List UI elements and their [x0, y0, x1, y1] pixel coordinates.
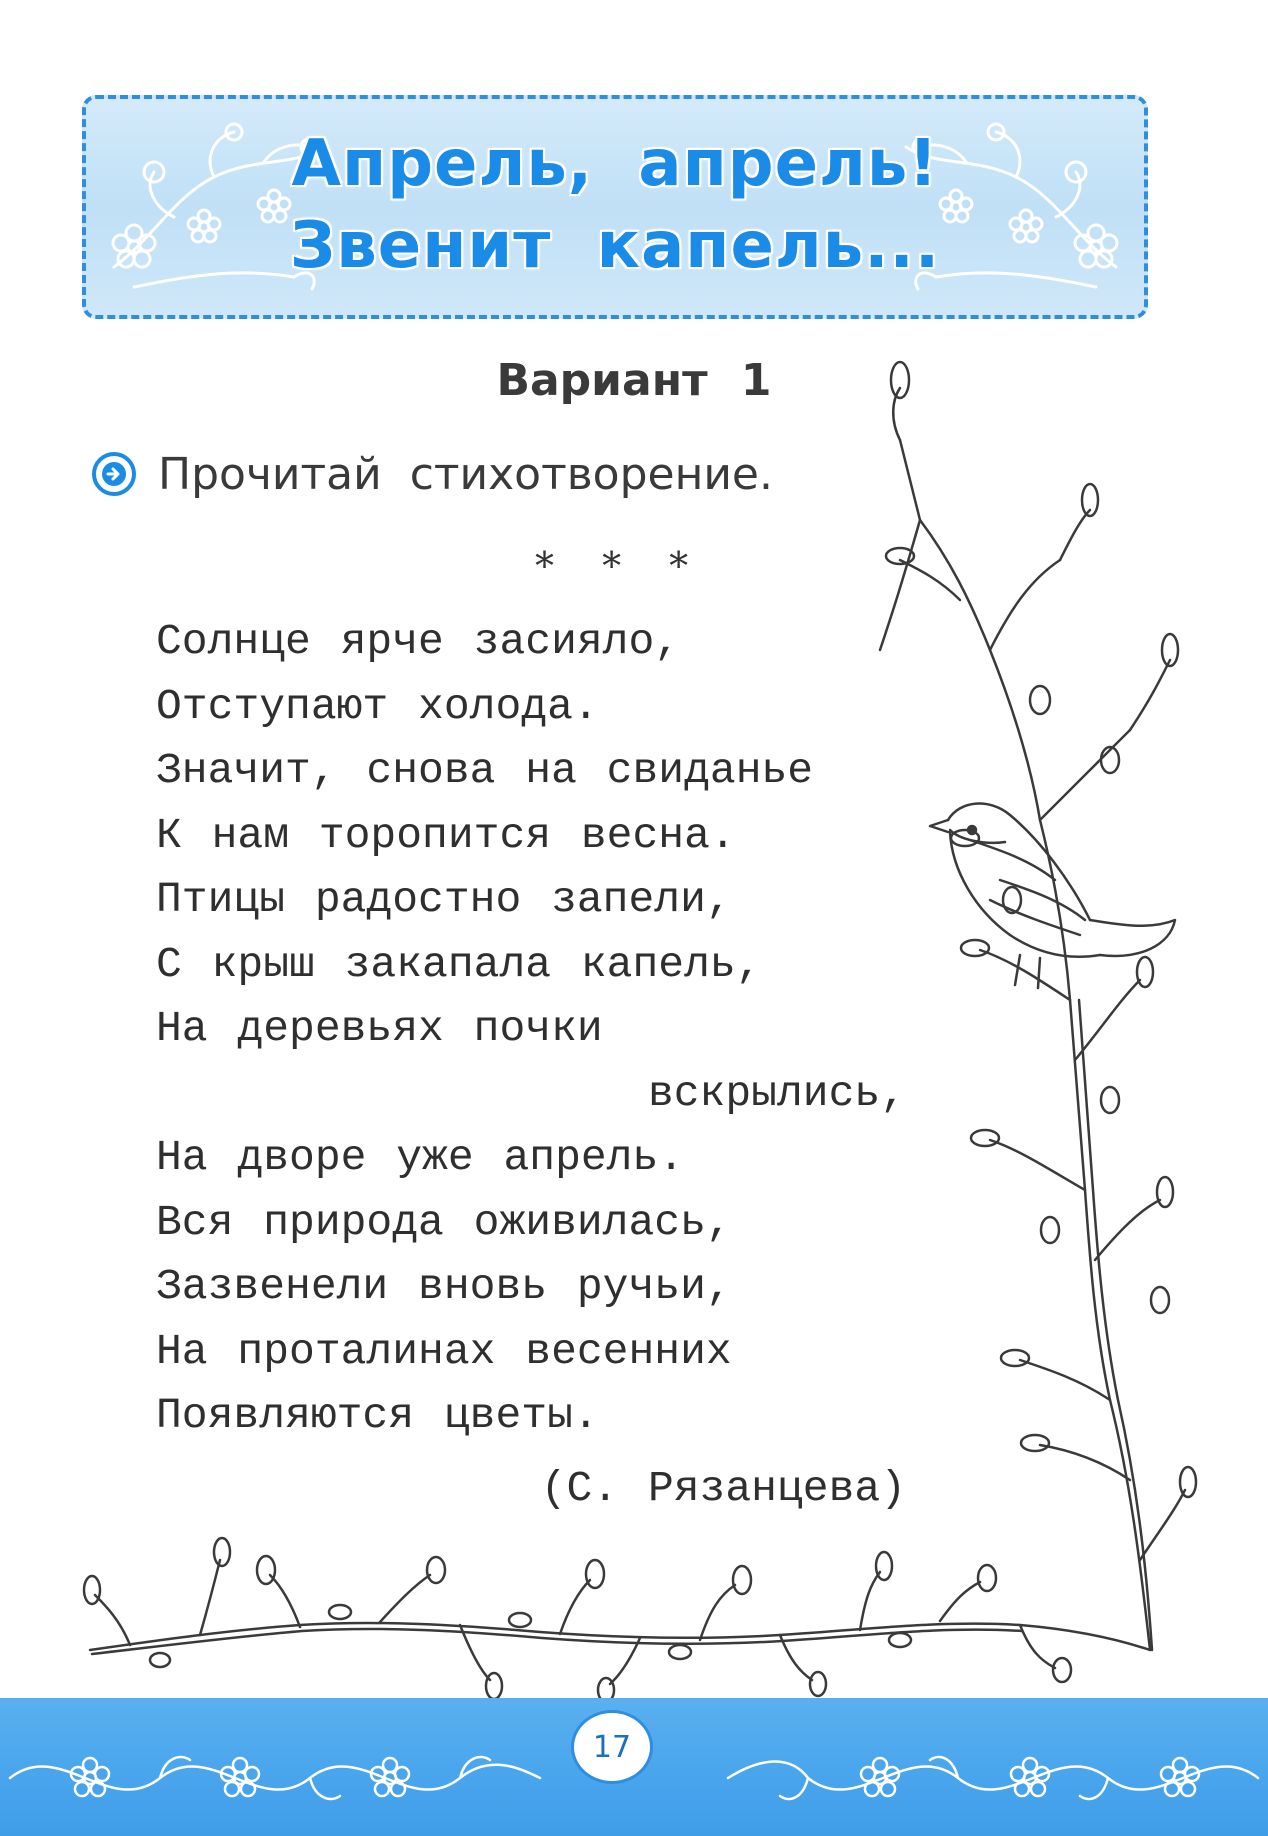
poem-line: Отступают холода. [156, 681, 599, 731]
page-title [86, 123, 1144, 287]
arrow-right-circle-icon [92, 452, 136, 496]
poem-line: Зазвенели вновь ручьи, [156, 1262, 732, 1311]
poem-line: вскрылись, [647, 1068, 906, 1118]
poem [156, 610, 916, 1449]
instruction [92, 444, 773, 504]
title-banner [82, 95, 1148, 319]
title-line-2: Звенит капель... [289, 209, 941, 283]
title-line-1: Апрель, апрель! [291, 127, 939, 201]
poem-line: К нам торопится весна. [156, 810, 736, 860]
page-number: 17 [571, 1710, 653, 1784]
poem-line: На дворе уже апрель. [156, 1133, 685, 1182]
poem-author: (С. Рязанцева) [540, 1464, 906, 1513]
poem-line: На проталинах весенних [156, 1326, 732, 1376]
instruction-text: Прочитай стихотворение. [158, 448, 773, 500]
poem-separator: * * * [535, 544, 707, 588]
poem-line: Солнце ярче засияло, [156, 617, 681, 666]
poem-line: С крыш закапала капель, [156, 939, 762, 989]
poem-line: Птицы радостно запели, [156, 875, 732, 924]
poem-line: Значит, снова на свиданье [156, 746, 814, 795]
poem-line: Появляются цветы. [156, 1391, 599, 1440]
poem-line: Вся природа оживилась, [156, 1197, 732, 1247]
poem-line: На деревьях почки [156, 1004, 603, 1053]
variant-heading: Вариант 1 [496, 355, 772, 406]
